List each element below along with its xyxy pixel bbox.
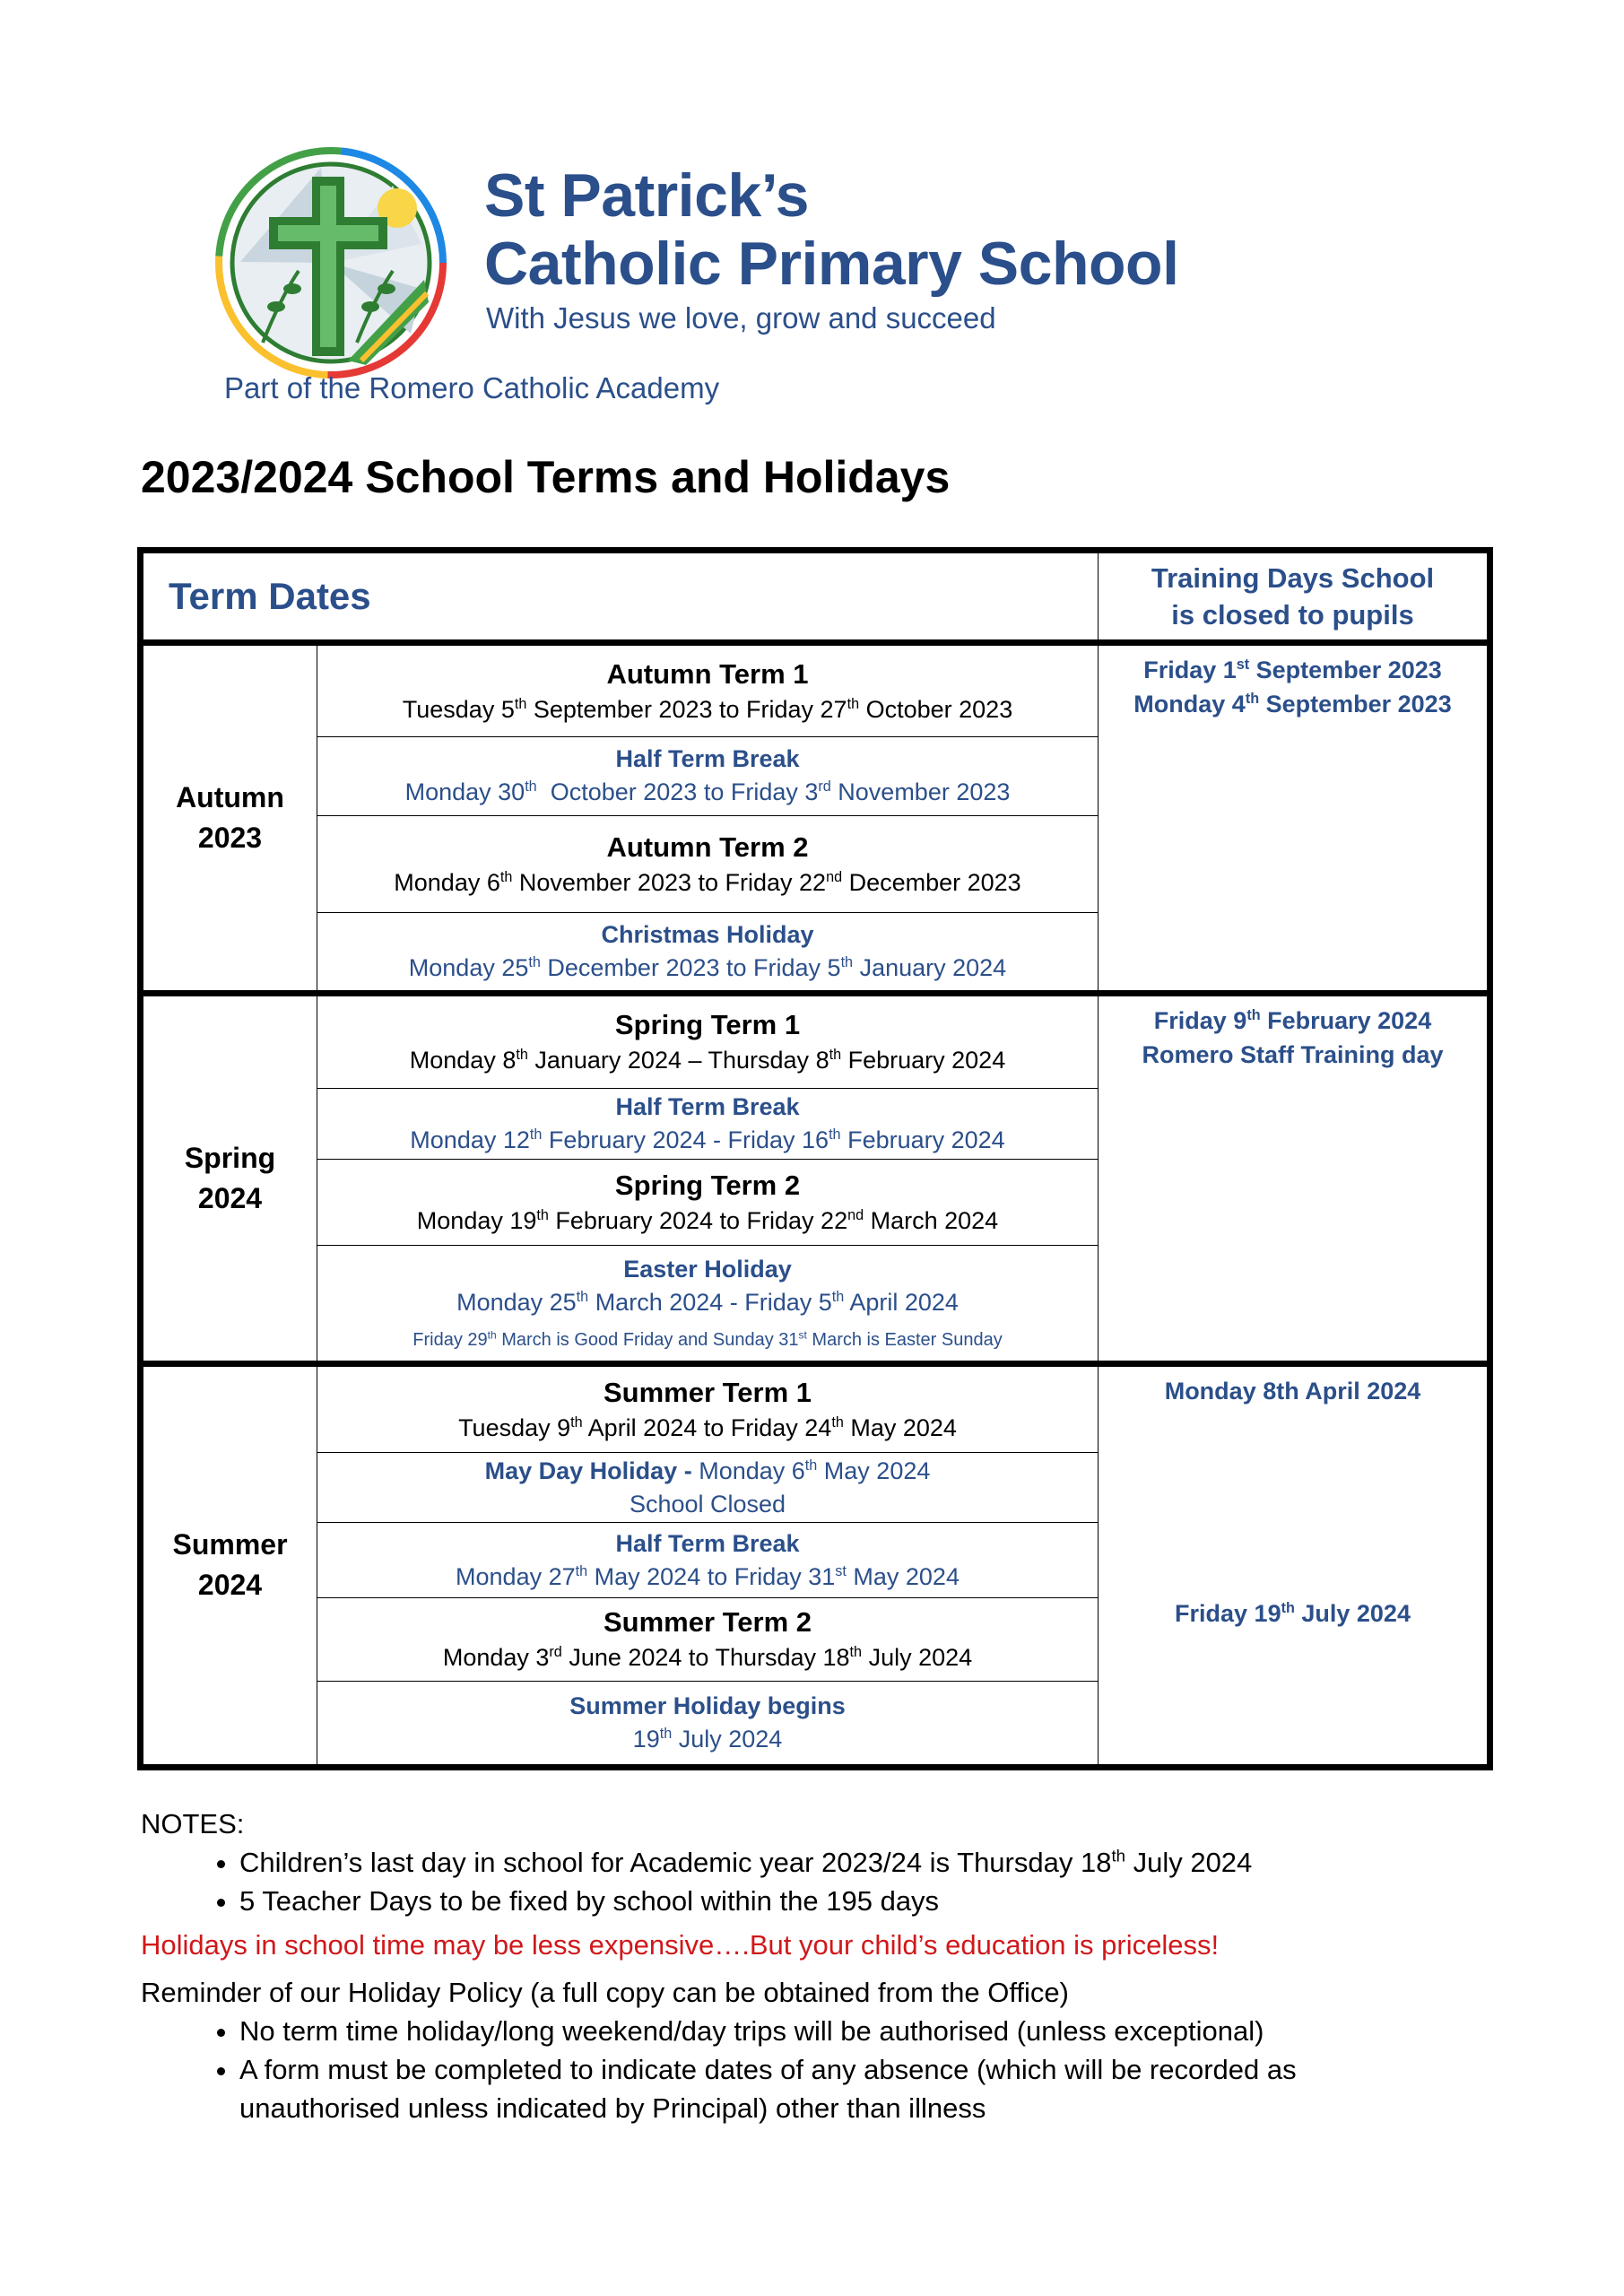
term-dates-table [137,547,1493,1770]
season-summer-line2: 2024 [197,1569,263,1602]
school-name [484,161,1178,298]
christmas-holiday [317,913,1099,993]
training-day: Monday 8th April 2024 [1164,1377,1421,1405]
holiday-slogan: Holidays in school time may be less expensive….But your child’s education is priceless! [141,1929,1220,1961]
may-day-title: May Day Holiday - [484,1457,692,1484]
summer-term-1 [317,1363,1099,1452]
policy-intro: Reminder of our Holiday Policy (a full copy can be obtained from the Office) [141,1977,1069,2008]
season-autumn [141,643,317,993]
summer-term-2-title: Summer Term 2 [603,1606,812,1639]
may-day-line1: May Day Holiday - Monday 6th May 2024 [484,1457,931,1484]
autumn-half-term [317,736,1099,815]
summer-holiday-date: 19th July 2024 [632,1725,783,1752]
policy-item-line2: unauthorised unless indicated by Principal) other than illness [239,2092,986,2124]
autumn-training-days [1099,643,1490,993]
season-summer [141,1363,317,1767]
autumn-term-2-title: Autumn Term 2 [606,831,809,863]
policy-item [239,2050,1522,2127]
autumn-term-1 [317,643,1099,736]
autumn-term-1-dates: Tuesday 5th September 2023 to Friday 27th October 2023 [402,695,1013,723]
spring-term-2-dates: Monday 19th February 2024 to Friday 22nd March 2024 [416,1206,999,1234]
training-header-line1: Training Days School [1151,562,1435,595]
easter-holiday-dates: Monday 25th March 2024 - Friday 5th April 2024 [456,1289,959,1317]
summer-term-1-title: Summer Term 1 [603,1376,812,1408]
spring-term-1-title: Spring Term 1 [614,1008,801,1040]
autumn-term-2-dates: Monday 6th November 2023 to Friday 22nd December 2023 [394,868,1021,896]
training-days-header [1099,551,1490,643]
spring-half-term-title: Half Term Break [615,1092,800,1120]
policy-item-line1: A form must be completed to indicate dates of any absence (which will be recorded as [239,2054,1297,2085]
may-day-holiday [317,1453,1099,1523]
season-autumn-line2: 2023 [197,821,263,854]
spring-training-days [1099,993,1490,1363]
christmas-holiday-dates: Monday 25th December 2023 to Friday 5th January 2024 [408,953,1007,981]
christmas-holiday-title: Christmas Holiday [601,920,814,948]
training-day: Friday 9th February 2024 [1153,1006,1432,1034]
training-day: Monday 4th September 2023 [1133,691,1452,718]
notes-list [141,1843,1522,1920]
summer-half-term-dates: Monday 27th May 2024 to Friday 31st May 2024 [456,1562,960,1590]
autumn-term-1-title: Autumn Term 1 [606,657,809,690]
notes-heading: NOTES: [141,1808,245,1839]
season-spring-line2: 2024 [197,1181,263,1214]
notes-section [141,1805,1522,2127]
notes-item: • Children’s last day in school for Academic year 2023/24 is Thursday 18th July 2024 [239,1843,1522,1882]
training-day: Friday 1st September 2023 [1143,657,1442,684]
notes-item: • 5 Teacher Days to be fixed by school within the 195 days [239,1882,1522,1920]
summer-training-days [1099,1363,1490,1767]
spring-term-1 [317,993,1099,1088]
easter-note: Friday 29th March is Good Friday and Sunday 31st March is Easter Sunday [413,1328,1003,1351]
summer-holiday-title: Summer Holiday begins [569,1692,846,1719]
summer-term-2 [317,1598,1099,1681]
autumn-half-term-dates: Monday 30th October 2023 to Friday 3rd November 2023 [404,778,1011,806]
autumn-term-2 [317,815,1099,912]
spring-half-term [317,1088,1099,1159]
may-day-line2: School Closed [629,1490,786,1518]
season-autumn-line1: Autumn [176,780,284,813]
autumn-half-term-title: Half Term Break [615,745,800,773]
summer-term-2-dates: Monday 3rd June 2024 to Thursday 18th July 2024 [442,1644,973,1672]
school-name-line2: Catholic Primary School [484,230,1179,298]
season-summer-line1: Summer [172,1528,288,1561]
school-motto: With Jesus we love, grow and succeed [486,301,996,335]
school-name-line1: St Patrick’s [484,161,809,230]
training-day: Friday 19th July 2024 [1175,1599,1411,1627]
summer-term-1-dates: Tuesday 9th April 2024 to Friday 24th May 2024 [458,1413,957,1441]
spring-half-term-dates: Monday 12th February 2024 - Friday 16th February 2024 [410,1126,1005,1153]
policy-list [141,2012,1522,2127]
training-header-line2: is closed to pupils [1171,599,1414,631]
spring-term-1-dates: Monday 8th January 2024 – Thursday 8th February 2024 [409,1046,1006,1074]
summer-half-term-title: Half Term Break [615,1529,800,1557]
page-title: 2023/2024 School Terms and Holidays [141,452,951,502]
spring-term-2 [317,1159,1099,1245]
easter-holiday-title: Easter Holiday [623,1256,792,1283]
spring-term-2-title: Spring Term 2 [614,1169,801,1201]
season-spring-line1: Spring [184,1141,276,1174]
policy-item: • No term time holiday/long weekend/day trips will be authorised (unless exceptional) [239,2012,1522,2050]
academy-name: Part of the Romero Catholic Academy [224,371,720,404]
summer-half-term [317,1523,1099,1598]
season-spring [141,993,317,1363]
easter-holiday [317,1246,1099,1364]
term-dates-header: Term Dates [141,551,1099,643]
summer-holiday [317,1681,1099,1767]
training-day-note: Romero Staff Training day [1142,1040,1444,1068]
school-crest-logo [213,145,448,380]
